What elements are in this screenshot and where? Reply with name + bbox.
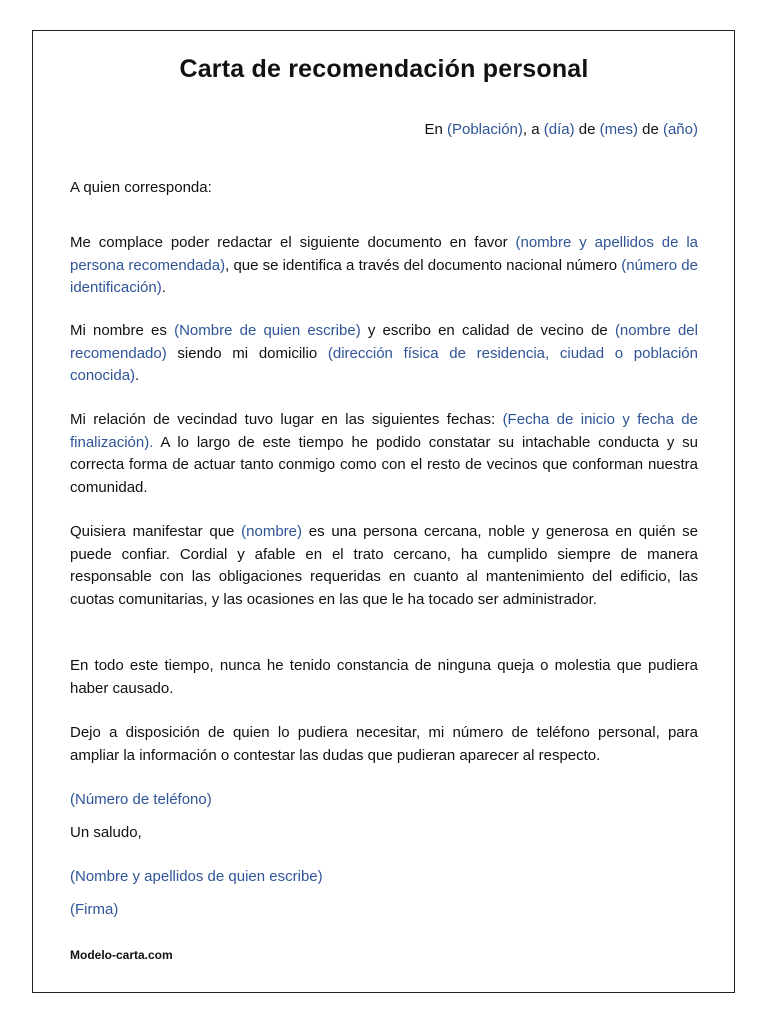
address-placeholder: (dirección física de residencia, ciudad o población conocida) [70, 344, 698, 385]
place-placeholder: (Población) [447, 121, 523, 138]
paragraph-qualities: Quisiera manifestar que (nombre) es una persona cercana, noble y generosa en quién se puede confiar. Cordial y afable en el trato cercano, ha cumplido siempre de manera responsable con las obligaciones requeridas en cuanto al mantenimiento del edificio, las cuotas comunitarias, y las ocasiones en las que le ha tocado ser administrador. [70, 523, 698, 609]
page-title: Carta de recomendación personal [179, 55, 589, 83]
name-placeholder: (nombre) [241, 523, 302, 540]
day-placeholder: (día) [543, 121, 575, 138]
footer-source: Modelo-carta.com [70, 948, 173, 962]
writer-name-placeholder: (Nombre de quien escribe) [174, 322, 361, 339]
signer-name-placeholder: (Nombre y apellidos de quien escribe) [70, 868, 323, 885]
closing: Un saludo, [70, 824, 142, 841]
page-border [32, 30, 735, 993]
recommended-placeholder: (nombre del recomendado) [70, 322, 698, 362]
date-prefix: En [424, 121, 447, 138]
paragraph-complaints: En todo este tiempo, nunca he tenido constancia de ninguna queja o molestia que pudiera haber causado. [70, 657, 698, 697]
id-number-placeholder: (número de identificación) [70, 256, 698, 297]
salutation: A quien corresponda: [70, 179, 212, 196]
month-placeholder: (mes) [599, 121, 638, 138]
paragraph-writer: Mi nombre es (Nombre de quien escribe) y escribo en calidad de vecino de (nombre del recomendado) siendo mi domicilio (dirección física de residencia, ciudad o población conocida). [70, 322, 698, 385]
recommended-name-placeholder: (nombre y apellidos de la persona recomendada) [70, 234, 699, 274]
paragraph-intro: Me complace poder redactar el siguiente documento en favor (nombre y apellidos de la persona recomendada), que se identifica a través del documento nacional número (número de identificación). [70, 234, 699, 297]
paragraph-contact: Dejo a disposición de quien lo pudiera necesitar, mi número de teléfono personal, para ampliar la información o contestar las dudas que pudieran aparecer al respecto. [70, 724, 698, 764]
year-placeholder: (año) [662, 121, 698, 138]
signature-placeholder: (Firma) [70, 901, 119, 918]
phone-placeholder: (Número de teléfono) [70, 791, 212, 808]
date-line: En (Población), a (día) de (mes) de (año) [424, 121, 698, 138]
dates-placeholder: (Fecha de inicio y fecha de finalización). [70, 411, 698, 451]
paragraph-relation: Mi relación de vecindad tuvo lugar en las siguientes fechas: (Fecha de inicio y fecha de finalización). A lo largo de este tiempo he podido constatar su intachable conducta y su correcta forma de actuar tanto conmigo como con el resto de vecinos que conforman nuestra comunidad. [70, 411, 698, 497]
